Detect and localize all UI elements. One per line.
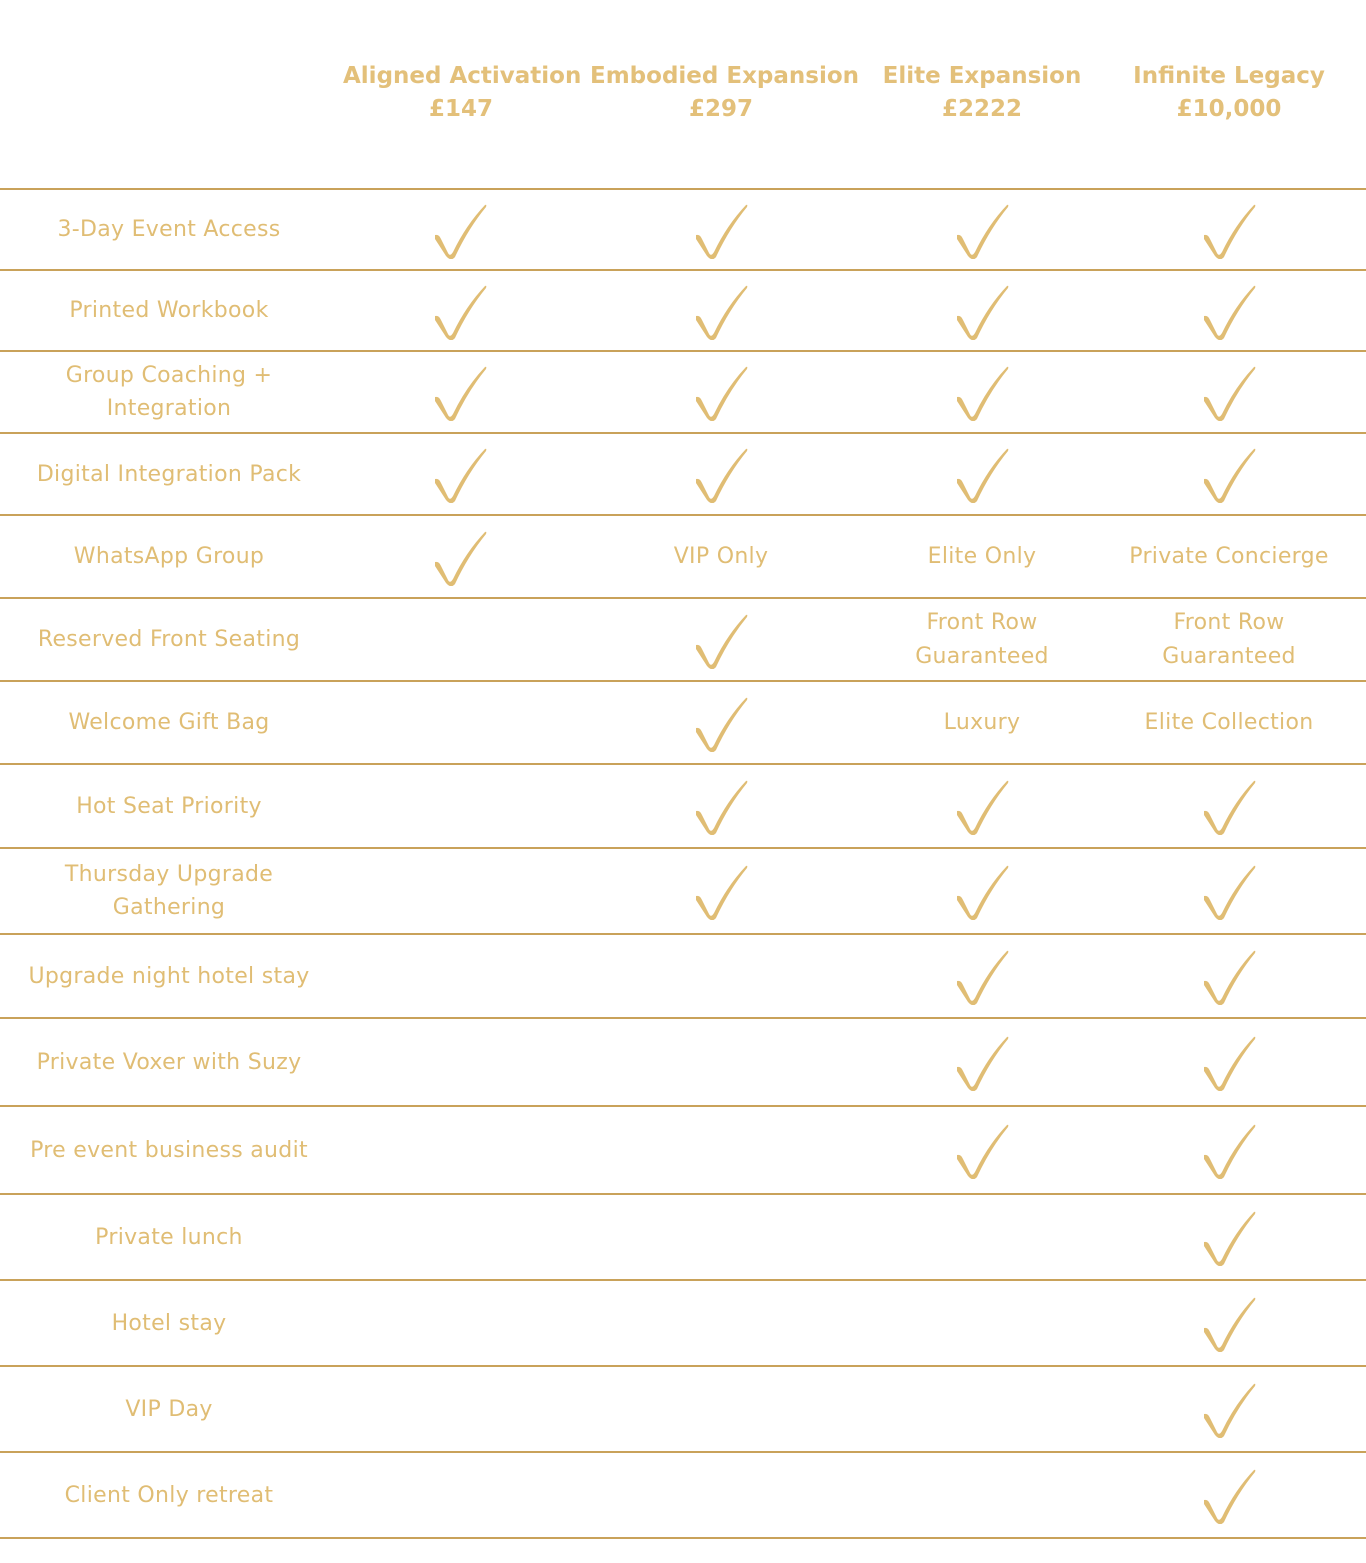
- table-row: [0, 1019, 1366, 1107]
- cell-embodied-expansion: [594, 516, 848, 597]
- table-row: [0, 935, 1366, 1019]
- cell-elite-expansion: [862, 765, 1102, 847]
- plan-name: Embodied Expansion: [590, 63, 860, 89]
- cell-text: Private Concierge: [1129, 543, 1329, 569]
- feature-label: Hot Seat Priority: [76, 793, 262, 819]
- checkmark-icon: [432, 201, 488, 259]
- feature-label: Reserved Front Seating: [37, 627, 301, 652]
- table-row: [0, 1281, 1366, 1367]
- cell-text: VIP Only: [673, 543, 769, 569]
- cell-elite-expansion: [862, 352, 1102, 432]
- plan-header-aligned-activation: [343, 60, 582, 126]
- checkmark-icon: [954, 947, 1010, 1005]
- cell-text: Front Row Guaranteed: [1162, 609, 1296, 669]
- cell-infinite-legacy: [1104, 1019, 1354, 1105]
- cell-infinite-legacy: [1104, 352, 1354, 432]
- feature-cell: [0, 1107, 338, 1193]
- checkmark-icon: [954, 445, 1010, 503]
- feature-label: 3-Day Event Access: [57, 217, 281, 242]
- feature-cell: [0, 599, 338, 680]
- cell-elite-expansion: [862, 434, 1102, 514]
- feature-label: Welcome Gift Bag: [68, 710, 270, 735]
- cell-aligned-activation: [345, 271, 575, 350]
- feature-label: Printed Workbook: [69, 298, 269, 323]
- table-row: [0, 190, 1366, 271]
- checkmark-icon: [693, 363, 749, 421]
- cell-infinite-legacy: [1104, 682, 1354, 763]
- feature-cell: [0, 434, 338, 514]
- feature-cell: [0, 516, 338, 597]
- checkmark-icon: [1201, 1033, 1257, 1091]
- checkmark-icon: [954, 282, 1010, 340]
- cell-infinite-legacy: [1104, 599, 1354, 680]
- cell-elite-expansion: [862, 682, 1102, 763]
- feature-label: Upgrade night hotel stay: [28, 963, 310, 989]
- cell-embodied-expansion: [594, 1195, 848, 1279]
- table-row: [0, 682, 1366, 765]
- checkmark-icon: [1201, 445, 1257, 503]
- cell-embodied-expansion: [594, 190, 848, 269]
- cell-text: Front Row Guaranteed: [915, 609, 1049, 669]
- cell-infinite-legacy: [1104, 271, 1354, 350]
- table-row: [0, 849, 1366, 935]
- plan-price: £147: [428, 96, 493, 122]
- cell-elite-expansion: [862, 849, 1102, 933]
- table-row: [0, 1195, 1366, 1281]
- cell-elite-expansion: [862, 1281, 1102, 1365]
- checkmark-icon: [1201, 1380, 1257, 1438]
- cell-infinite-legacy: [1104, 1107, 1354, 1193]
- feature-cell: [0, 1453, 338, 1537]
- feature-label: VIP Day: [125, 1396, 213, 1422]
- table-row: [0, 1367, 1366, 1453]
- checkmark-icon: [954, 777, 1010, 835]
- cell-infinite-legacy: [1104, 190, 1354, 269]
- cell-embodied-expansion: [594, 434, 848, 514]
- checkmark-icon: [1201, 282, 1257, 340]
- checkmark-icon: [954, 862, 1010, 920]
- checkmark-icon: [432, 445, 488, 503]
- feature-label: Hotel stay: [111, 1310, 227, 1336]
- cell-aligned-activation: [345, 434, 575, 514]
- cell-elite-expansion: [862, 190, 1102, 269]
- cell-embodied-expansion: [594, 352, 848, 432]
- cell-embodied-expansion: [594, 935, 848, 1017]
- checkmark-icon: [432, 528, 488, 586]
- cell-infinite-legacy: [1104, 434, 1354, 514]
- plan-price: £2222: [941, 96, 1023, 122]
- checkmark-icon: [954, 201, 1010, 259]
- checkmark-icon: [954, 363, 1010, 421]
- cell-infinite-legacy: [1104, 1453, 1354, 1537]
- plan-name: Aligned Activation: [343, 63, 582, 89]
- cell-aligned-activation: [345, 765, 575, 847]
- plan-name: Infinite Legacy: [1133, 63, 1325, 89]
- cell-elite-expansion: [862, 1107, 1102, 1193]
- cell-embodied-expansion: [594, 271, 848, 350]
- checkmark-icon: [1201, 1208, 1257, 1266]
- checkmark-icon: [693, 611, 749, 669]
- feature-label: Private Voxer with Suzy: [36, 1049, 302, 1075]
- cell-text: Elite Collection: [1144, 709, 1314, 735]
- cell-aligned-activation: [345, 1453, 575, 1537]
- checkmark-icon: [432, 363, 488, 421]
- checkmark-icon: [1201, 862, 1257, 920]
- cell-infinite-legacy: [1104, 1281, 1354, 1365]
- cell-embodied-expansion: [594, 1367, 848, 1451]
- feature-cell: [0, 190, 338, 269]
- cell-infinite-legacy: [1104, 849, 1354, 933]
- cell-elite-expansion: [862, 1195, 1102, 1279]
- cell-text: Elite Only: [927, 543, 1037, 569]
- table-row: [0, 434, 1366, 516]
- cell-aligned-activation: [345, 516, 575, 597]
- feature-cell: [0, 352, 338, 432]
- feature-label: Private lunch: [95, 1224, 243, 1250]
- cell-embodied-expansion: [594, 599, 848, 680]
- cell-elite-expansion: [862, 599, 1102, 680]
- cell-aligned-activation: [345, 1195, 575, 1279]
- cell-aligned-activation: [345, 1107, 575, 1193]
- cell-infinite-legacy: [1104, 765, 1354, 847]
- checkmark-icon: [693, 862, 749, 920]
- checkmark-icon: [954, 1033, 1010, 1091]
- cell-elite-expansion: [862, 935, 1102, 1017]
- feature-label: Group Coaching + Integration: [65, 363, 273, 421]
- feature-cell: [0, 935, 338, 1017]
- cell-infinite-legacy: [1104, 935, 1354, 1017]
- cell-embodied-expansion: [594, 1019, 848, 1105]
- checkmark-icon: [693, 282, 749, 340]
- cell-aligned-activation: [345, 352, 575, 432]
- cell-infinite-legacy: [1104, 1195, 1354, 1279]
- checkmark-icon: [693, 445, 749, 503]
- table-row: [0, 271, 1366, 352]
- cell-aligned-activation: [345, 935, 575, 1017]
- feature-cell: [0, 765, 338, 847]
- checkmark-icon: [693, 201, 749, 259]
- cell-elite-expansion: [862, 1453, 1102, 1537]
- cell-elite-expansion: [862, 271, 1102, 350]
- checkmark-icon: [432, 282, 488, 340]
- cell-aligned-activation: [345, 1367, 575, 1451]
- feature-label: Pre event business audit: [30, 1137, 308, 1163]
- feature-cell: [0, 271, 338, 350]
- cell-infinite-legacy: [1104, 1367, 1354, 1451]
- checkmark-icon: [1201, 363, 1257, 421]
- table-row: [0, 352, 1366, 434]
- feature-cell: [0, 682, 338, 763]
- checkmark-icon: [1201, 947, 1257, 1005]
- cell-embodied-expansion: [594, 765, 848, 847]
- feature-cell: [0, 849, 338, 933]
- cell-embodied-expansion: [594, 1453, 848, 1537]
- cell-aligned-activation: [345, 190, 575, 269]
- plan-price: £297: [688, 96, 753, 122]
- checkmark-icon: [1201, 1466, 1257, 1524]
- cell-infinite-legacy: [1104, 516, 1354, 597]
- checkmark-icon: [693, 694, 749, 752]
- cell-aligned-activation: [345, 1281, 575, 1365]
- plan-header-embodied-expansion: [590, 60, 860, 126]
- cell-elite-expansion: [862, 1019, 1102, 1105]
- feature-cell: [0, 1367, 338, 1451]
- cell-embodied-expansion: [594, 1281, 848, 1365]
- table-body: [0, 190, 1366, 1539]
- feature-label: Thursday Upgrade Gathering: [64, 862, 274, 920]
- cell-aligned-activation: [345, 599, 575, 680]
- feature-cell: [0, 1281, 338, 1365]
- cell-embodied-expansion: [594, 849, 848, 933]
- cell-aligned-activation: [345, 849, 575, 933]
- cell-elite-expansion: [862, 1367, 1102, 1451]
- feature-label: Client Only retreat: [64, 1482, 274, 1508]
- feature-cell: [0, 1019, 338, 1105]
- plan-name: Elite Expansion: [882, 63, 1082, 89]
- table-row: [0, 599, 1366, 682]
- cell-embodied-expansion: [594, 1107, 848, 1193]
- cell-text: Luxury: [943, 709, 1021, 735]
- plan-price: £10,000: [1176, 96, 1282, 122]
- table-row: [0, 516, 1366, 599]
- plan-header-elite-expansion: [872, 60, 1092, 126]
- checkmark-icon: [954, 1121, 1010, 1179]
- feature-label: WhatsApp Group: [73, 544, 265, 569]
- table-row: [0, 765, 1366, 849]
- cell-aligned-activation: [345, 1019, 575, 1105]
- cell-embodied-expansion: [594, 682, 848, 763]
- feature-label: Digital Integration Pack: [36, 461, 302, 487]
- table-row: [0, 1107, 1366, 1195]
- checkmark-icon: [1201, 1121, 1257, 1179]
- table-header: [0, 0, 1366, 190]
- checkmark-icon: [693, 777, 749, 835]
- feature-cell: [0, 1195, 338, 1279]
- checkmark-icon: [1201, 777, 1257, 835]
- checkmark-icon: [1201, 1294, 1257, 1352]
- cell-elite-expansion: [862, 516, 1102, 597]
- plan-header-infinite-legacy: [1124, 60, 1334, 126]
- checkmark-icon: [1201, 201, 1257, 259]
- table-row: [0, 1453, 1366, 1539]
- cell-aligned-activation: [345, 682, 575, 763]
